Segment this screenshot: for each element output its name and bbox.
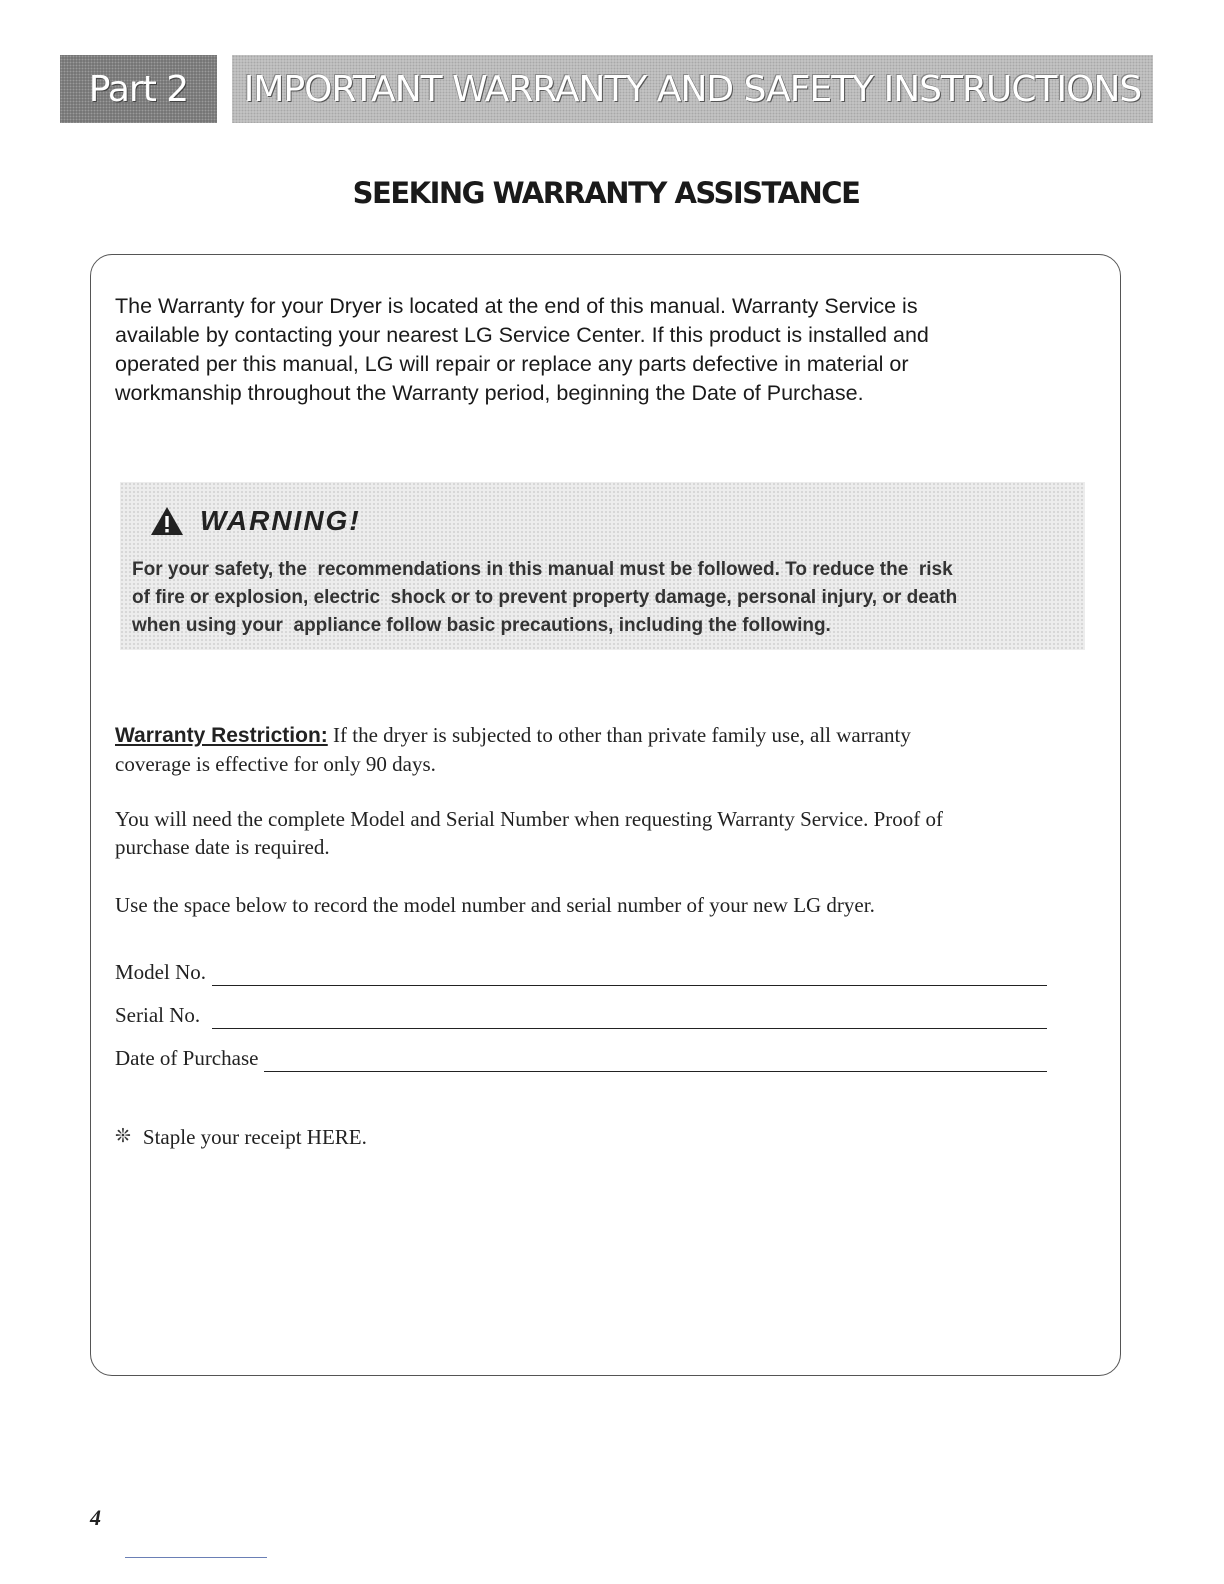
date-of-purchase-line[interactable] [264, 1049, 1047, 1072]
part-badge [60, 55, 217, 123]
need-line: You will need the complete Model and Serial Number when requesting Warranty Service. Proof of [115, 807, 944, 831]
date-of-purchase-field [115, 1044, 1047, 1072]
restriction-text-2: coverage is effective for only 90 days. [115, 752, 436, 776]
footer-rule [125, 1557, 267, 1558]
date-of-purchase-label: Date of Purchase [115, 1046, 259, 1070]
staple-text: Staple your receipt HERE. [142, 1125, 367, 1149]
staple-note [115, 1123, 367, 1151]
intro-line: The Warranty for your Dryer is located at the end of this manual. Warranty Service is [115, 294, 918, 318]
restriction-text: If the dryer is subjected to other than private family use, all warranty [327, 723, 911, 747]
intro-line: available by contacting your nearest LG Service Center. If this product is installed and [115, 323, 929, 347]
need-line: purchase date is required. [115, 835, 330, 859]
intro-line: operated per this manual, LG will repair or replace any parts defective in material or [115, 352, 909, 376]
warning-header [150, 505, 361, 537]
serial-number-line[interactable] [212, 1006, 1047, 1029]
restriction-label: Warranty Restriction: [115, 724, 328, 747]
warning-triangle-icon [150, 506, 184, 536]
part-label: Part 2 [88, 68, 189, 110]
intro-line: workmanship throughout the Warranty period, beginning the Date of Purchase. [115, 381, 864, 405]
model-number-line[interactable] [212, 963, 1047, 986]
warning-text [132, 556, 1087, 640]
warning-title: WARNING! [200, 505, 361, 536]
model-serial-paragraph [115, 805, 1075, 861]
record-instruction: Use the space below to record the model number and serial number of your new LG dryer. [115, 893, 875, 917]
serial-number-label: Serial No. [115, 1003, 201, 1027]
section-title: SEEKING WARRANTY ASSISTANCE [352, 176, 860, 210]
warning-line: For your safety, the recommendations in this manual must be followed. To reduce the risk [132, 559, 953, 580]
intro-paragraph [115, 292, 1075, 408]
warning-line: of fire or explosion, electric shock or to prevent property damage, personal injury, or death [132, 587, 958, 608]
asterisk-icon: ❊ [115, 1126, 131, 1147]
serial-number-field [115, 1001, 1047, 1029]
warranty-restriction [115, 721, 1075, 778]
model-number-label: Model No. [115, 960, 206, 984]
page-number: 4 [90, 1505, 101, 1530]
model-number-field [115, 958, 1047, 986]
warning-line: when using your appliance follow basic precautions, including the following. [132, 615, 831, 636]
header-title: IMPORTANT WARRANTY AND SAFETY INSTRUCTIONS [243, 68, 1142, 110]
header-banner [232, 55, 1153, 123]
